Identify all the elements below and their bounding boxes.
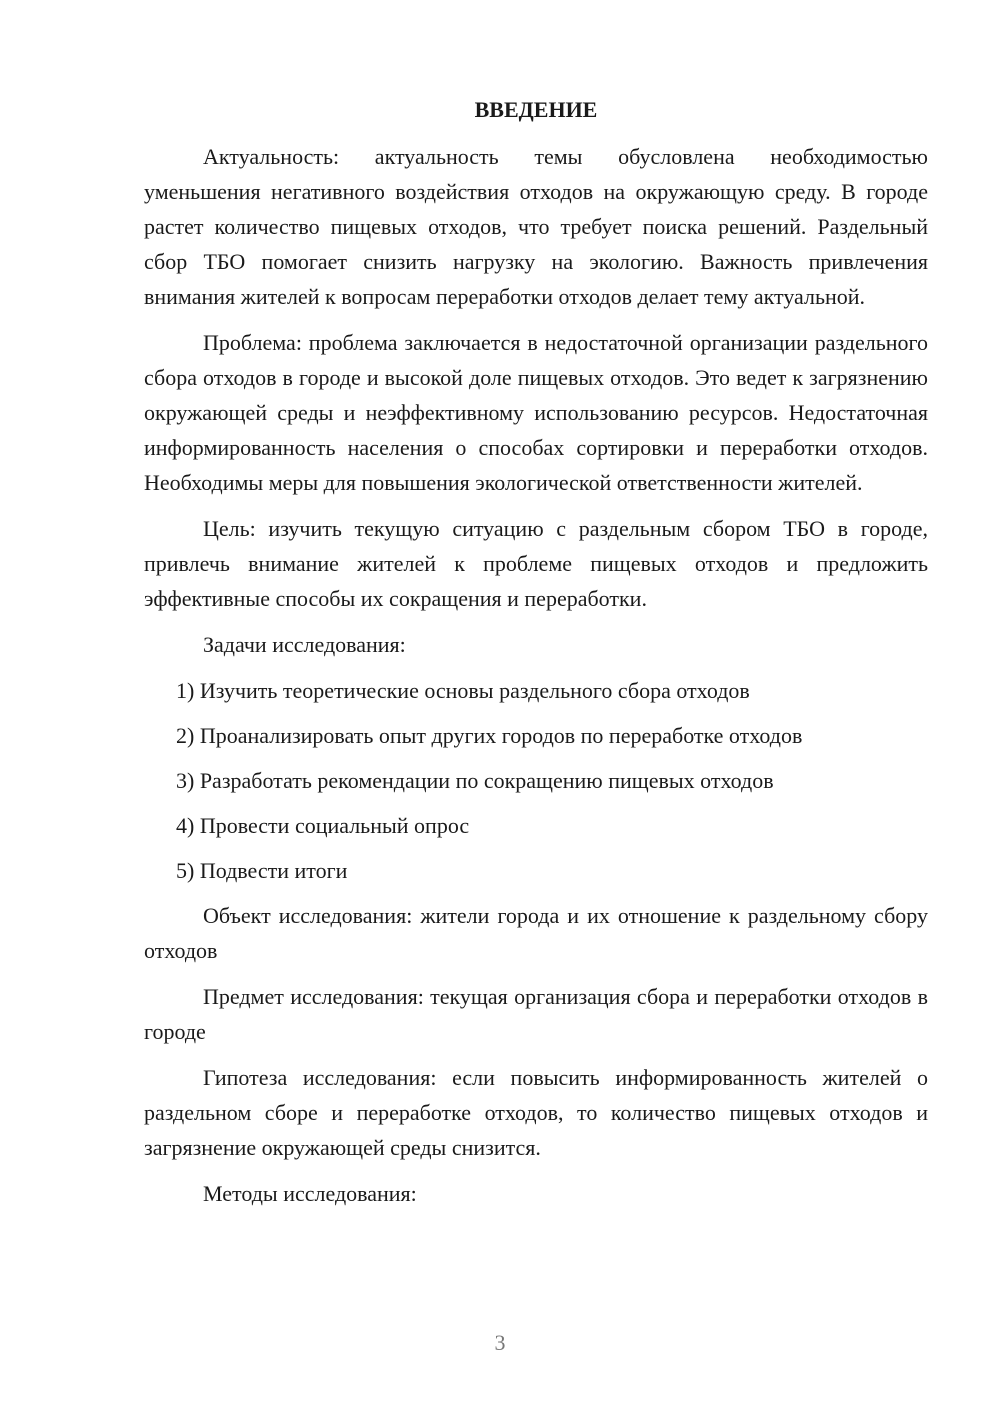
tasks-list (144, 673, 928, 888)
paragraph-object: Объект исследования: жители города и их отношение к раздельному сбору отходов (144, 903, 928, 963)
page-title: ВВЕДЕНИЕ (474, 97, 598, 122)
page-content (144, 92, 928, 1222)
list-item: 2) Проанализировать опыт других городов по переработке отходов (176, 723, 803, 748)
list-item: 1) Изучить теоретические основы раздельного сбора отходов (176, 678, 750, 703)
paragraph-relevance: Актуальность: актуальность темы обусловлена необходимостью уменьшения негативного воздействия отходов на окружающую среду. В городе растет количество пищевых отходов, что требует поиска решений. Раздельный сбор ТБО помогает снизить нагрузку на экологию. Важность привлечения внимания жителей к вопросам переработки отходов делает тему актуальной. (144, 144, 928, 309)
paragraph-goal: Цель: изучить текущую ситуацию с раздельным сбором ТБО в городе, привлечь внимание жителей к проблеме пищевых отходов и предложить эффективные способы их сокращения и переработки. (144, 516, 928, 611)
paragraph-tasks-heading: Задачи исследования: (203, 632, 406, 657)
list-item: 5) Подвести итоги (176, 858, 348, 883)
paragraph-subject: Предмет исследования: текущая организация сбора и переработки отходов в городе (144, 984, 928, 1044)
list-item: 4) Провести социальный опрос (176, 813, 470, 838)
list-item: 3) Разработать рекомендации по сокращению пищевых отходов (176, 768, 774, 793)
paragraph-hypothesis: Гипотеза исследования: если повысить информированность жителей о раздельном сборе и переработке отходов, то количество пищевых отходов и загрязнение окружающей среды снизится. (144, 1065, 928, 1160)
paragraph-methods: Методы исследования: (203, 1181, 417, 1206)
paragraph-problem: Проблема: проблема заключается в недостаточной организации раздельного сбора отходов в городе и высокой доле пищевых отходов. Это ведет к загрязнению окружающей среды и неэффективному использованию ресурсов. Недостаточная информированность населения о способах сортировки и переработки отходов. Необходимы меры для повышения экологической ответственности жителей. (144, 330, 928, 495)
page-number: 3 (494, 1330, 506, 1355)
